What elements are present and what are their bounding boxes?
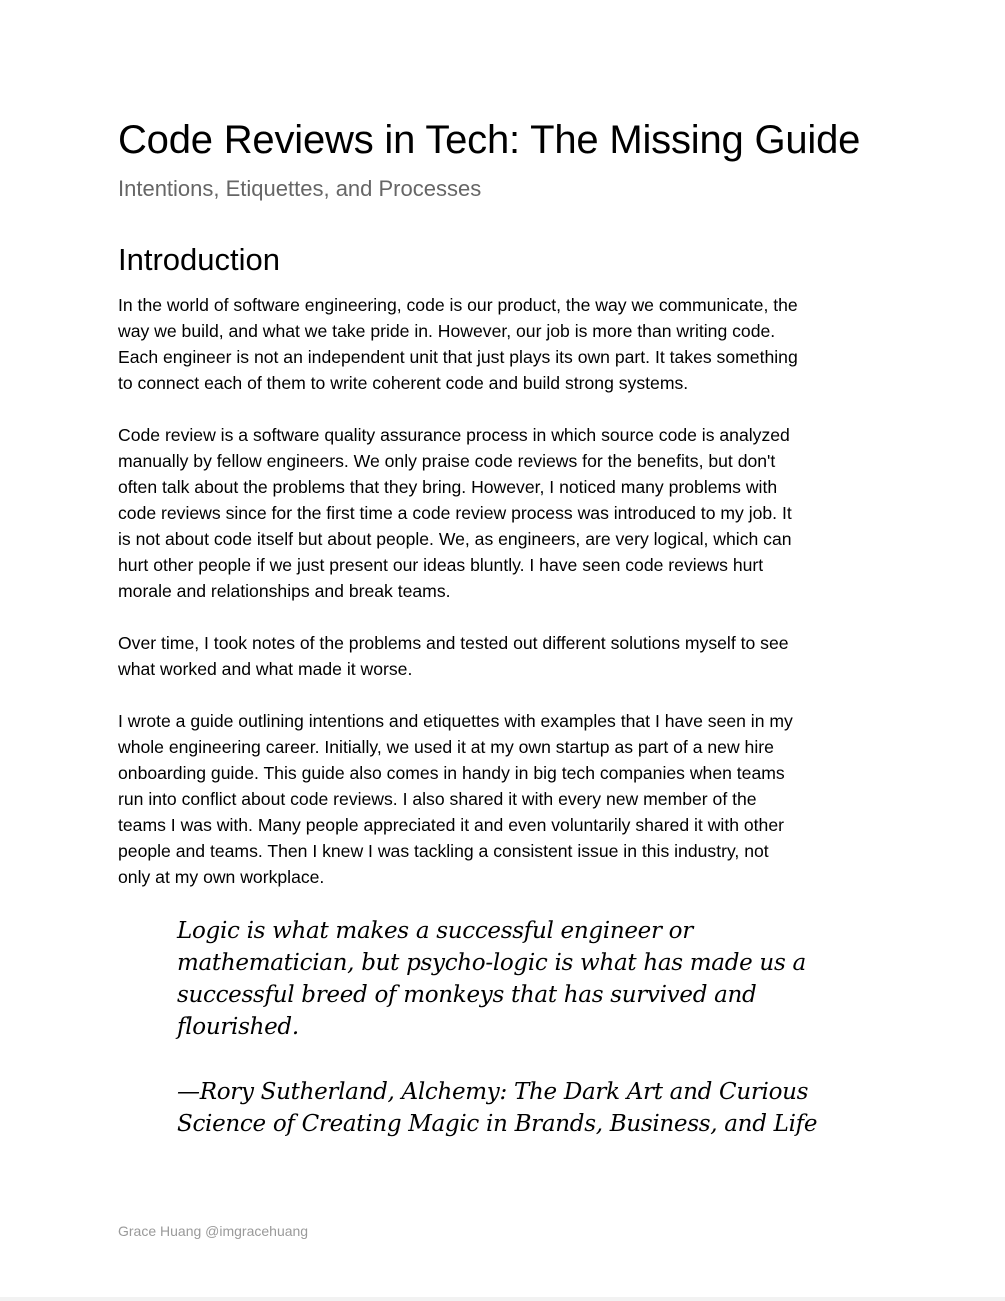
paragraph-3: [118, 630, 898, 682]
paragraph-2: [118, 422, 898, 604]
attribution-line: Science of Creating Magic in Brands, Business, and Life: [177, 1111, 818, 1137]
paragraph-line: I wrote a guide outlining intentions and etiquettes with examples that I have seen in my: [118, 711, 793, 731]
paragraph-line: to connect each of them to write coherent code and build strong systems.: [118, 373, 689, 393]
paragraph-line: run into conflict about code reviews. I also shared it with every new member of the: [118, 789, 757, 809]
paragraph-line: often talk about the problems that they bring. However, I noticed many problems with: [118, 477, 778, 497]
paragraph-line: is not about code itself but about people. We, as engineers, are very logical, which can: [118, 529, 792, 549]
paragraph-line: Each engineer is not an independent unit that just plays its own part. It takes something: [118, 347, 798, 367]
paragraph-line: morale and relationships and break teams.: [118, 581, 451, 601]
paragraph-line: what worked and what made it worse.: [118, 659, 413, 679]
paragraph-1: [118, 292, 898, 396]
section-heading-introduction: Introduction: [118, 242, 280, 277]
quote-line: successful breed of monkeys that has survived and: [177, 982, 757, 1008]
paragraph-line: only at my own workplace.: [118, 867, 325, 887]
paragraph-4: [118, 708, 898, 890]
quote-line: Logic is what makes a successful engineer or: [177, 918, 693, 944]
paragraph-line: teams I was with. Many people appreciated it and even voluntarily shared it with other: [118, 815, 784, 835]
quote-line: flourished.: [177, 1014, 299, 1040]
page-footer-author: Grace Huang @imgracehuang: [118, 1223, 309, 1239]
document-title: Code Reviews in Tech: The Missing Guide: [118, 118, 861, 162]
block-quote: [177, 915, 857, 1043]
paragraph-line: Code review is a software quality assurance process in which source code is analyzed: [118, 425, 790, 445]
paragraph-line: code reviews since for the first time a code review process was introduced to my job. It: [118, 503, 792, 523]
quote-attribution: [177, 1076, 857, 1140]
document-subtitle: Intentions, Etiquettes, and Processes: [118, 176, 482, 201]
paragraph-line: Over time, I took notes of the problems and tested out different solutions myself to see: [118, 633, 789, 653]
paragraph-line: whole engineering career. Initially, we used it at my own startup as part of a new hire: [118, 737, 774, 757]
quote-line: mathematician, but psycho-logic is what has made us a: [177, 950, 806, 976]
paragraph-line: onboarding guide. This guide also comes in handy in big tech companies when teams: [118, 763, 785, 783]
paragraph-line: In the world of software engineering, code is our product, the way we communicate, the: [118, 295, 798, 315]
attribution-line: —Rory Sutherland, Alchemy: The Dark Art and Curious: [177, 1079, 809, 1105]
paragraph-line: people and teams. Then I knew I was tackling a consistent issue in this industry, not: [118, 841, 769, 861]
paragraph-line: hurt other people if we just present our ideas bluntly. I have seen code reviews hurt: [118, 555, 764, 575]
paragraph-line: manually by fellow engineers. We only praise code reviews for the benefits, but don't: [118, 451, 776, 471]
paragraph-line: way we build, and what we take pride in. However, our job is more than writing code.: [118, 321, 776, 341]
